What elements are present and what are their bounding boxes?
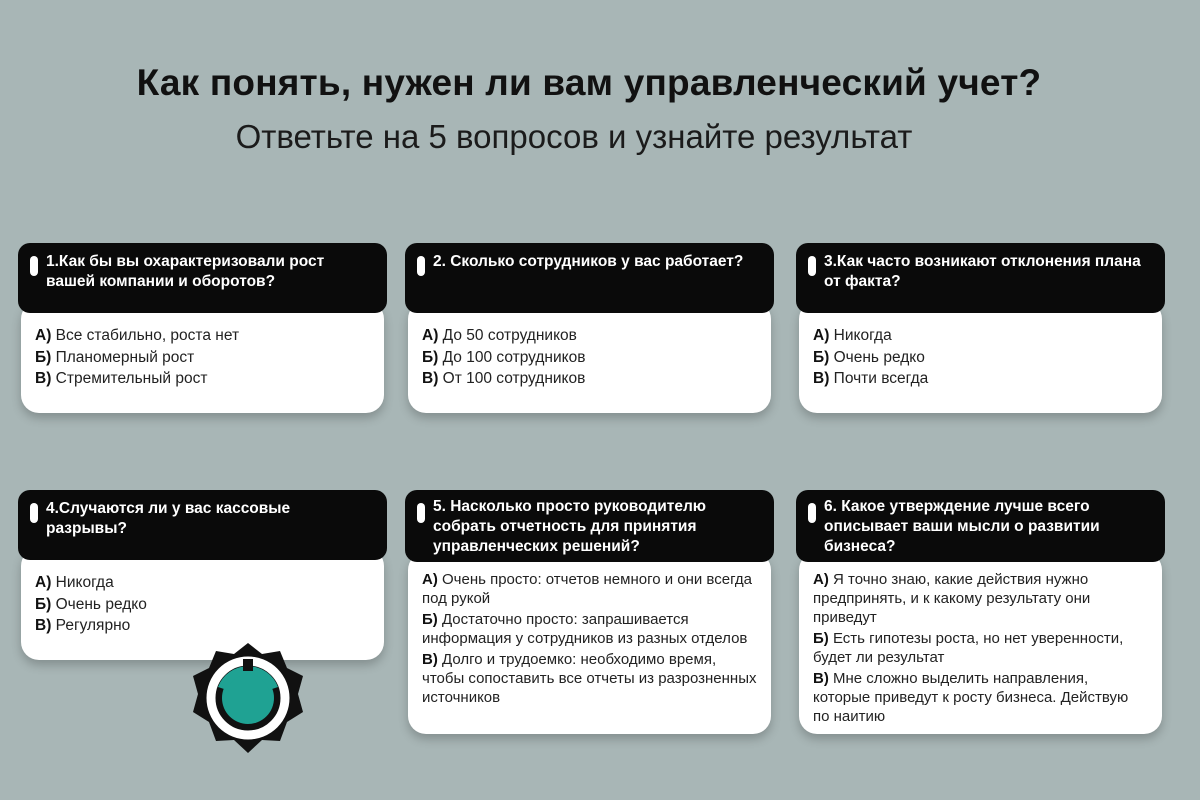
question-header — [796, 490, 1165, 562]
option-c: В) Почти всегда — [813, 370, 929, 387]
pill-marker-icon — [30, 503, 38, 523]
option-b: Б) Достаточно просто: запрашивается информация у сотрудников из разных отделов — [422, 611, 748, 647]
option-b: Б) Есть гипотезы роста, но нет уверенности, будет ли результат — [813, 630, 1124, 666]
pill-marker-icon — [417, 256, 425, 276]
option-b: Б) Очень редко — [813, 348, 925, 366]
question-text: 6. Какое утверждение лучше всего описывает ваши мысли о развитии бизнеса? — [824, 498, 1100, 555]
question-card-5 — [405, 490, 774, 734]
question-header — [18, 490, 387, 560]
question-card-6 — [796, 490, 1165, 734]
option-c: В) Стремительный рост — [35, 370, 208, 387]
question-text: 5. Насколько просто руководителю собрать отчетность для принятия управленческих решений? — [433, 498, 707, 555]
pill-marker-icon — [808, 503, 816, 523]
question-header — [18, 243, 387, 313]
question-card-3 — [796, 243, 1165, 413]
option-c: В) Долго и трудоемко: необходимо время, чтобы сопоставить все отчеты из разрозненных источников — [422, 651, 757, 706]
question-text: 1.Как бы вы охарактеризовали рост вашей компании и оборотов? — [46, 253, 325, 290]
question-card-2 — [405, 243, 774, 413]
question-text: 4.Случаются ли у вас кассовые разрывы? — [46, 500, 291, 537]
option-a: А) Никогда — [35, 574, 114, 591]
question-header — [405, 243, 774, 313]
option-b: Б) До 100 сотрудников — [422, 348, 586, 366]
option-a: А) Все стабильно, роста нет — [35, 327, 240, 344]
question-card-1 — [18, 243, 387, 413]
question-text: 2. Сколько сотрудников у вас работает? — [433, 253, 744, 270]
pill-marker-icon — [808, 256, 816, 276]
answer-options — [799, 552, 1162, 734]
option-c: В) Мне сложно выделить направления, которые приведут к росту бизнеса. Действую по наитию — [813, 670, 1129, 725]
option-a: А) Очень просто: отчетов немного и они всегда под рукой — [422, 571, 752, 607]
question-header — [796, 243, 1165, 313]
question-header — [405, 490, 774, 562]
badge-notch — [243, 659, 253, 671]
option-c: В) Регулярно — [35, 617, 131, 634]
pill-marker-icon — [30, 256, 38, 276]
option-a: А) Никогда — [813, 327, 892, 344]
answer-options — [408, 552, 771, 734]
option-c: В) От 100 сотрудников — [422, 370, 586, 387]
pill-marker-icon — [417, 503, 425, 523]
option-a: А) До 50 сотрудников — [422, 327, 577, 344]
question-card-4 — [18, 490, 387, 660]
option-b: Б) Планомерный рост — [35, 348, 195, 366]
answer-options — [408, 301, 771, 413]
option-b: Б) Очень редко — [35, 595, 147, 613]
brand-logo-icon — [191, 641, 305, 755]
answer-options — [799, 301, 1162, 413]
question-text: 3.Как часто возникают отклонения плана от факта? — [824, 253, 1141, 290]
page-subtitle: Ответьте на 5 вопросов и узнайте результат — [235, 118, 913, 155]
answer-options — [21, 301, 384, 413]
page-title: Как понять, нужен ли вам управленческий учет? — [136, 62, 1042, 103]
option-a: А) Я точно знаю, какие действия нужно предпринять, и к какому результату они приведут — [813, 571, 1091, 626]
